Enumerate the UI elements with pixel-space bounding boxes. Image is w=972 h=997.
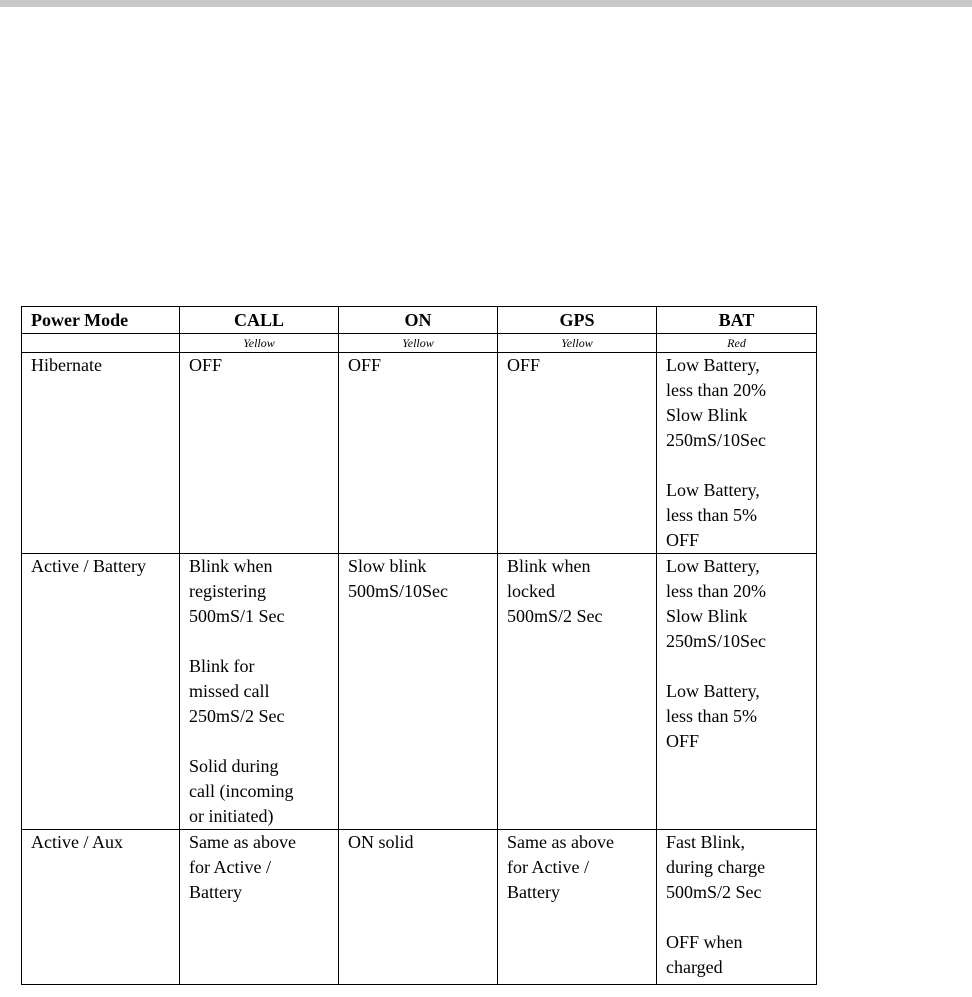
color-cell-power-mode — [22, 334, 180, 353]
gps-cell — [498, 830, 657, 985]
bat-text-line: Slow Blink — [666, 405, 748, 425]
call-text-line: for Active / — [189, 857, 271, 877]
color-cell-bat: Red — [657, 334, 817, 353]
header-on: ON — [339, 307, 498, 334]
call-text-line: Blink when — [189, 556, 273, 576]
power-mode-label: Active / Aux — [31, 832, 123, 852]
bat-cell — [657, 353, 817, 554]
gps-text-line: locked — [507, 581, 555, 601]
bat-text-line: Low Battery, — [666, 480, 760, 500]
call-cell — [180, 554, 339, 830]
power-mode-cell — [22, 830, 180, 985]
call-text-line: or initiated) — [189, 806, 274, 826]
table-row — [22, 830, 817, 985]
header-row — [22, 307, 817, 334]
table-row — [22, 353, 817, 554]
paragraph-gap — [189, 729, 338, 754]
on-text-line: ON solid — [348, 832, 414, 852]
bat-text-line: less than 5% — [666, 706, 757, 726]
gps-text-line: Battery — [507, 882, 560, 902]
bat-text-line: less than 20% — [666, 581, 766, 601]
call-text-line: OFF — [189, 355, 223, 375]
power-mode-label: Active / Battery — [31, 556, 146, 576]
bat-text-line: 250mS/10Sec — [666, 430, 767, 450]
on-text-line: OFF — [348, 355, 382, 375]
color-cell-gps: Yellow — [498, 334, 657, 353]
bat-text-line: 500mS/2 Sec — [666, 882, 762, 902]
gps-text-line: Blink when — [507, 556, 591, 576]
bat-text-line: less than 5% — [666, 505, 757, 525]
gps-text-line: for Active / — [507, 857, 589, 877]
bat-text-line: Low Battery, — [666, 355, 760, 375]
header-bat: BAT — [657, 307, 817, 334]
bat-cell — [657, 554, 817, 830]
on-text-line: Slow blink — [348, 556, 427, 576]
bat-cell — [657, 830, 817, 985]
call-text-line: 250mS/2 Sec — [189, 706, 285, 726]
header-call: CALL — [180, 307, 339, 334]
power-mode-label: Hibernate — [31, 355, 102, 375]
bat-text-line: Slow Blink — [666, 606, 748, 626]
bat-text-line: OFF — [666, 731, 700, 751]
paragraph-gap — [666, 905, 816, 930]
on-text-line: 500mS/10Sec — [348, 581, 449, 601]
call-text-line: 500mS/1 Sec — [189, 606, 285, 626]
led-color-row — [22, 334, 817, 353]
on-cell — [339, 830, 498, 985]
call-cell — [180, 830, 339, 985]
header-gps: GPS — [498, 307, 657, 334]
bat-text-line: Low Battery, — [666, 556, 760, 576]
gps-cell — [498, 353, 657, 554]
bat-text-line: 250mS/10Sec — [666, 631, 767, 651]
call-text-line: missed call — [189, 681, 270, 701]
bat-text-line: less than 20% — [666, 380, 766, 400]
call-text-line: Same as above — [189, 832, 296, 852]
power-mode-cell — [22, 554, 180, 830]
bat-text-line: OFF — [666, 530, 700, 550]
color-cell-on: Yellow — [339, 334, 498, 353]
bat-text-line: during charge — [666, 857, 766, 877]
call-text-line: registering — [189, 581, 266, 601]
call-text-line: call (incoming — [189, 781, 294, 801]
on-cell — [339, 554, 498, 830]
call-cell — [180, 353, 339, 554]
call-text-line: Solid during — [189, 756, 279, 776]
gps-text-line: Same as above — [507, 832, 614, 852]
call-text-line: Blink for — [189, 656, 255, 676]
paragraph-gap — [666, 654, 816, 679]
bat-text-line: charged — [666, 957, 723, 977]
gps-cell — [498, 554, 657, 830]
bat-text-line: OFF when — [666, 932, 743, 952]
bat-text-line: Low Battery, — [666, 681, 760, 701]
led-status-table — [21, 306, 817, 985]
call-text-line: Battery — [189, 882, 242, 902]
top-border-bar — [0, 0, 972, 7]
paragraph-gap — [189, 629, 338, 654]
gps-text-line: OFF — [507, 355, 541, 375]
paragraph-gap — [666, 453, 816, 478]
table-row — [22, 554, 817, 830]
power-mode-cell — [22, 353, 180, 554]
gps-text-line: 500mS/2 Sec — [507, 606, 603, 626]
header-power-mode: Power Mode — [22, 307, 180, 334]
bat-text-line: Fast Blink, — [666, 832, 746, 852]
on-cell — [339, 353, 498, 554]
color-cell-call: Yellow — [180, 334, 339, 353]
